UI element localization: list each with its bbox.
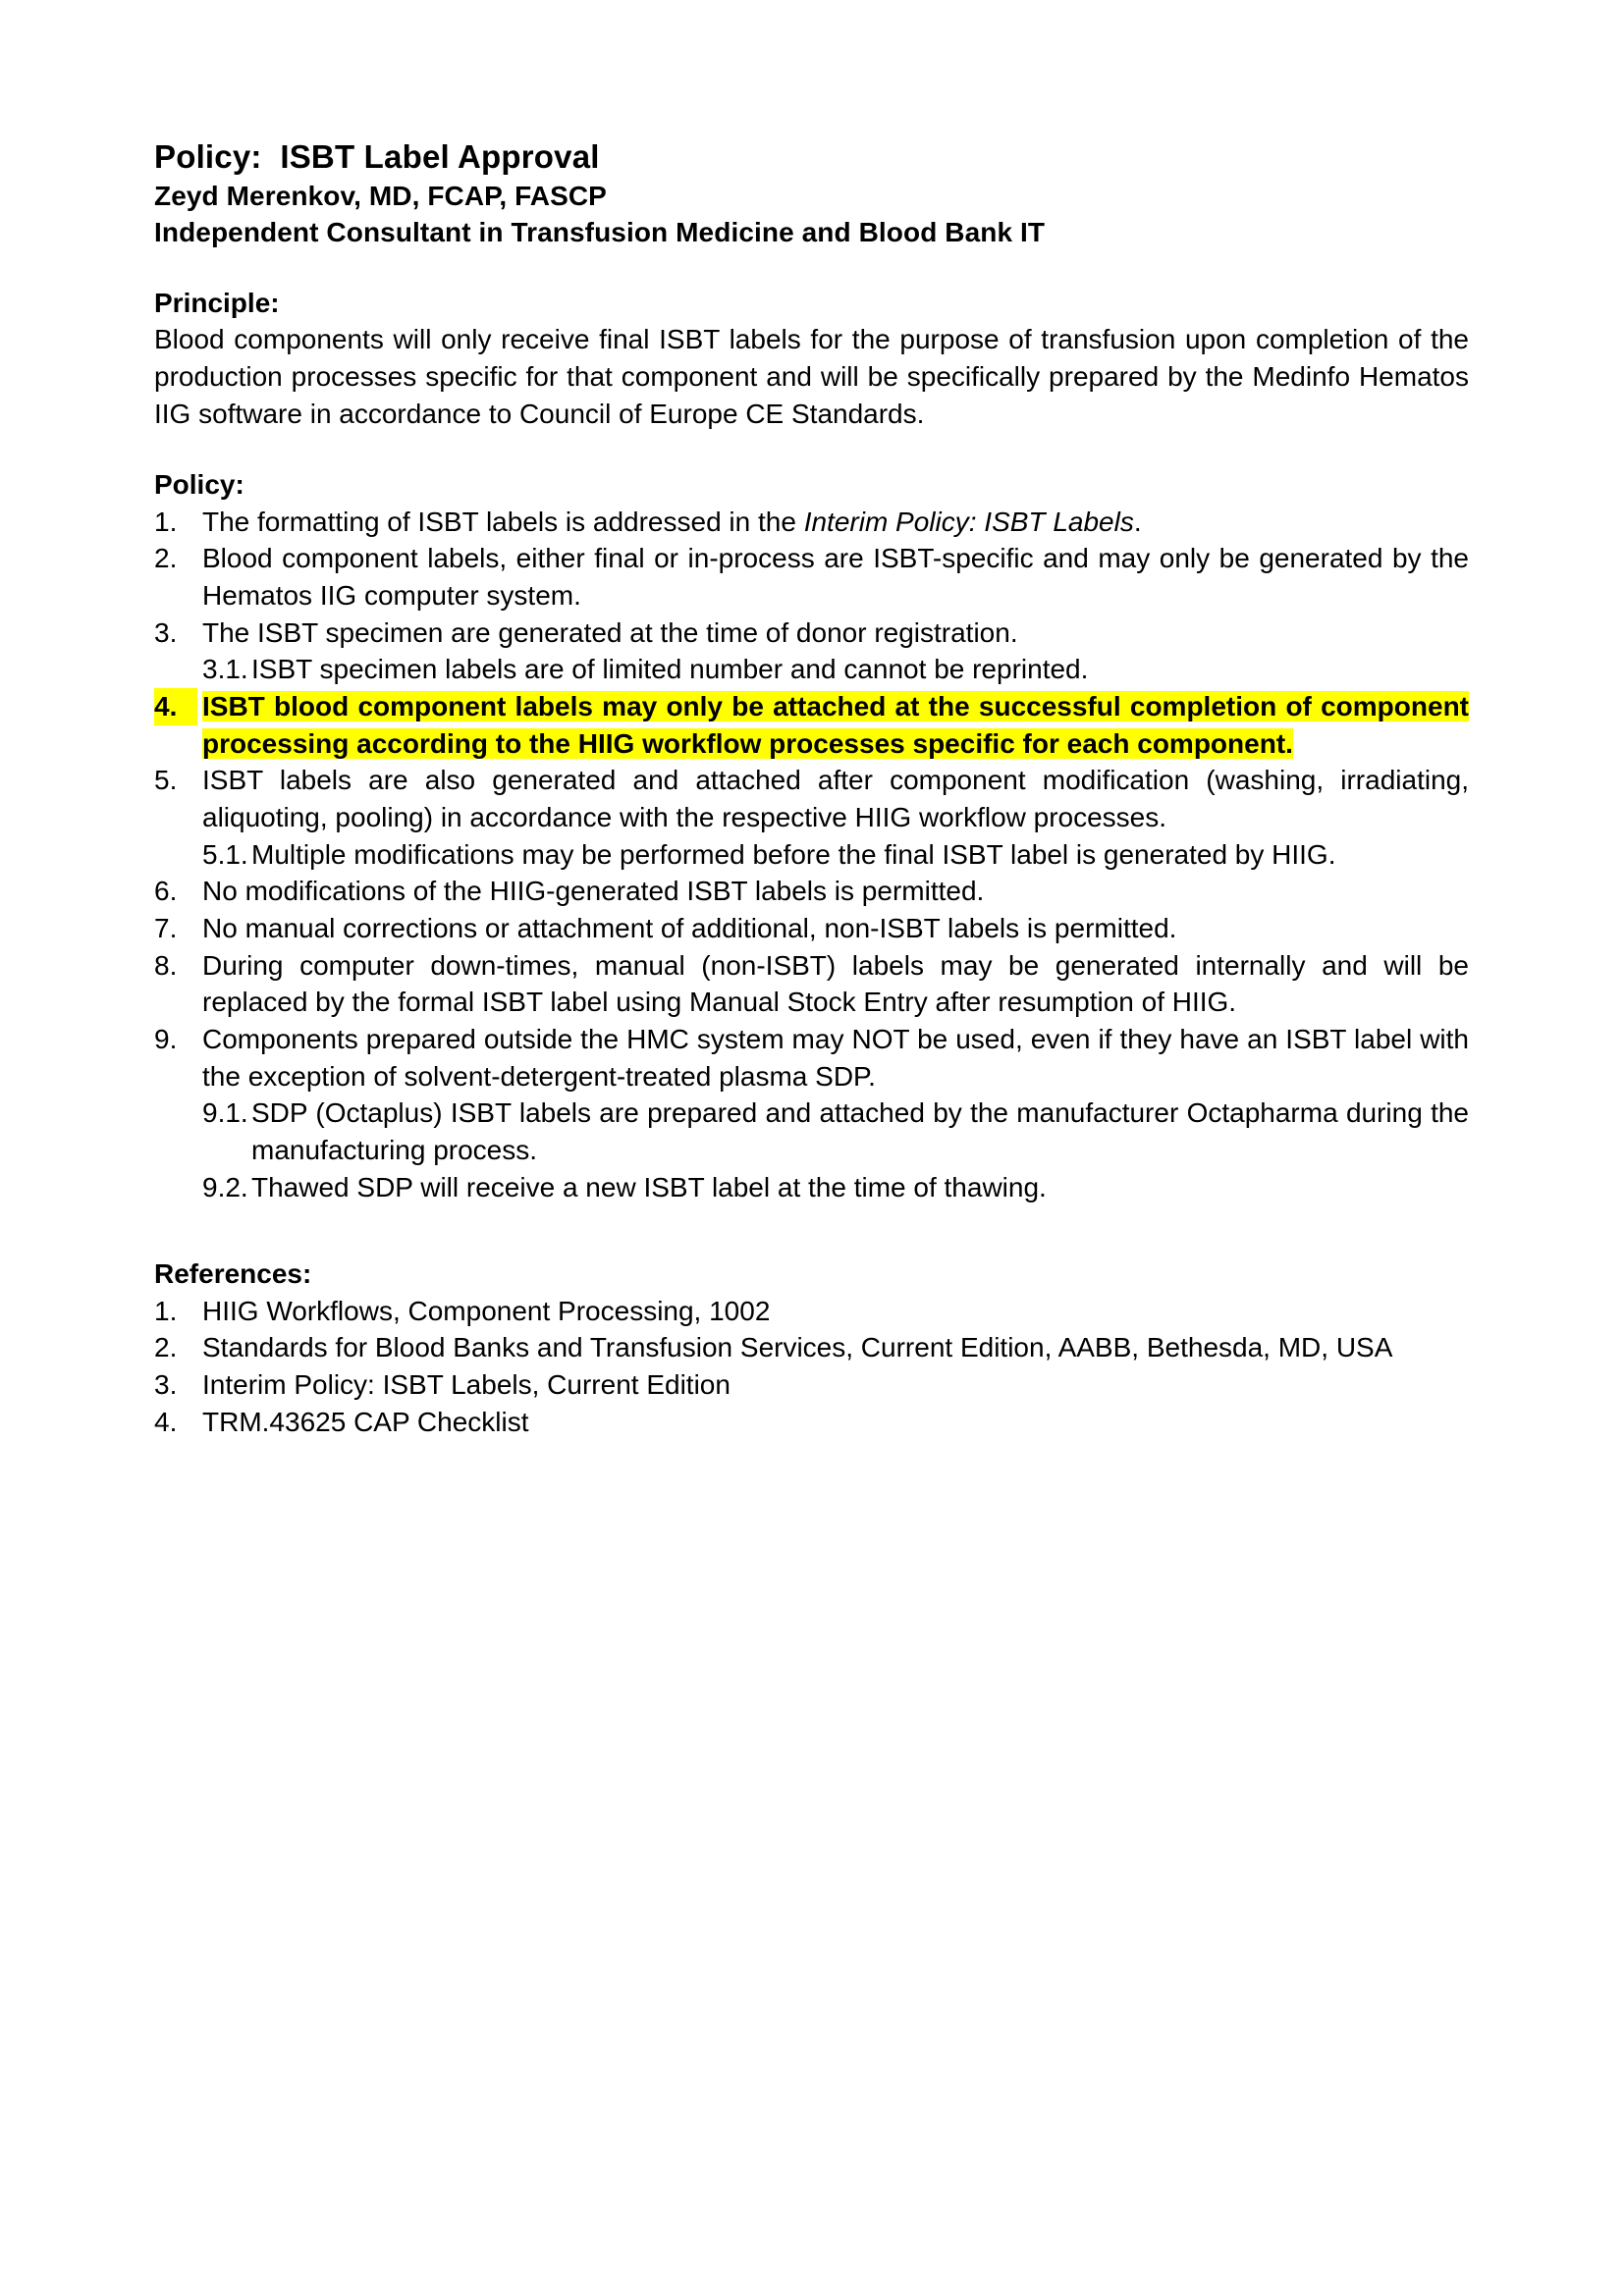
- sub-list-marker: 9.2.: [202, 1171, 248, 1202]
- principle-heading: Principle:: [154, 288, 280, 319]
- list-item-text: [202, 688, 1469, 762]
- list-marker: 3.: [154, 616, 178, 648]
- policy-sublist: [202, 1095, 1469, 1205]
- sub-list-item: [202, 1169, 1469, 1206]
- list-item: [154, 1021, 1469, 1205]
- list-marker: 7.: [154, 913, 178, 944]
- list-item-text-after: .: [1133, 506, 1142, 537]
- sub-list-marker: 5.1.: [202, 838, 248, 870]
- list-item: [154, 910, 1469, 947]
- list-marker: 9.: [154, 1023, 178, 1054]
- author-role: Independent Consultant in Transfusion Medicine and Blood Bank IT: [154, 216, 1046, 247]
- policy-heading: Policy:: [154, 469, 244, 501]
- reference-marker: 2.: [154, 1332, 178, 1363]
- author-name: Zeyd Merenkov, MD, FCAP, FASCP: [154, 180, 607, 211]
- policy-section: [154, 467, 1469, 1205]
- list-item: [154, 540, 1469, 614]
- list-marker: 1.: [154, 506, 178, 537]
- list-item-text: Blood component labels, either final or in-process are ISBT-specific and may only be generated by the Hematos IIG computer system.: [202, 543, 1469, 612]
- reference-item-text: HIIG Workflows, Component Processing, 1002: [202, 1295, 771, 1326]
- list-marker: 8.: [154, 949, 178, 981]
- policy-sublist: [202, 651, 1469, 688]
- sub-list-item-text: ISBT specimen labels are of limited number and cannot be reprinted.: [251, 654, 1089, 685]
- policy-list: [154, 504, 1469, 1205]
- list-item-text-before: The formatting of ISBT labels is addressed in the: [202, 506, 804, 537]
- reference-item-text: Standards for Blood Banks and Transfusion Services, Current Edition, AABB, Bethesda, MD, USA: [202, 1332, 1393, 1363]
- list-item-text: During computer down-times, manual (non-ISBT) labels may be generated internally and will be replaced by the formal ISBT label using Manual Stock Entry after resumption of HIIG.: [202, 949, 1469, 1018]
- reference-item-text: TRM.43625 CAP Checklist: [202, 1406, 529, 1437]
- list-marker: 4.: [154, 688, 197, 725]
- sub-list-item: [202, 651, 1469, 688]
- principle-section: [154, 286, 1469, 432]
- list-item-text: No modifications of the HIIG-generated ISBT labels is permitted.: [202, 876, 985, 907]
- reference-item: [154, 1366, 1469, 1404]
- list-marker: 5.: [154, 765, 178, 796]
- reference-marker: 4.: [154, 1406, 178, 1437]
- sub-list-item-text: SDP (Octaplus) ISBT labels are prepared and attached by the manufacturer Octapharma during the manufacturing process.: [251, 1097, 1469, 1165]
- references-section: [154, 1256, 1469, 1440]
- policy-sublist: [202, 836, 1469, 874]
- list-marker: 2.: [154, 543, 178, 574]
- reference-marker: 3.: [154, 1368, 178, 1400]
- document-header: [154, 137, 1469, 250]
- reference-item-text: Interim Policy: ISBT Labels, Current Edition: [202, 1368, 731, 1400]
- list-item-highlighted: [154, 688, 1469, 762]
- sub-list-item: [202, 836, 1469, 874]
- reference-marker: 1.: [154, 1295, 178, 1326]
- principle-spacer: [154, 432, 1469, 467]
- highlight-text: ISBT blood component labels may only be attached at the successful completion of component processing according to the HIIG workflow processes specific for each component.: [202, 691, 1469, 759]
- list-item-text: No manual corrections or attachment of additional, non-ISBT labels is permitted.: [202, 913, 1177, 944]
- page-title: Policy: ISBT Label Approval: [154, 138, 600, 175]
- list-item: [154, 614, 1469, 688]
- reference-item: [154, 1404, 1469, 1441]
- sub-list-marker: 3.1.: [202, 654, 248, 685]
- header-spacer: [154, 250, 1469, 286]
- list-item-text: [202, 504, 1469, 541]
- list-item-text: The ISBT specimen are generated at the time of donor registration.: [202, 616, 1018, 648]
- reference-item: [154, 1329, 1469, 1366]
- list-item: [154, 873, 1469, 910]
- list-marker: 6.: [154, 876, 178, 907]
- list-item-italic-ref: Interim Policy: ISBT Labels: [803, 506, 1134, 537]
- list-item-text: Components prepared outside the HMC system may NOT be used, even if they have an ISBT label with the exception of solvent-detergent-treated plasma SDP.: [202, 1023, 1469, 1092]
- sub-list-item-text: Multiple modifications may be performed before the final ISBT label is generated by HIIG.: [251, 838, 1336, 870]
- sub-list-marker: 9.1.: [202, 1097, 248, 1129]
- sub-list-item-text: Thawed SDP will receive a new ISBT label at the time of thawing.: [251, 1171, 1047, 1202]
- list-item: [154, 504, 1469, 541]
- references-list: [154, 1293, 1469, 1441]
- references-heading: References:: [154, 1258, 312, 1290]
- list-item: [154, 762, 1469, 873]
- sub-list-item: [202, 1095, 1469, 1168]
- list-item: [154, 947, 1469, 1021]
- list-item-text: ISBT labels are also generated and attached after component modification (washing, irradiating, aliquoting, pooling) in accordance with the respective HIIG workflow processes.: [202, 765, 1469, 833]
- principle-body: Blood components will only receive final ISBT labels for the purpose of transfusion upon completion of the production processes specific for that component and will be specifically prepared by the Medinfo Hematos IIG software in accordance to Council of Europe CE Standards.: [154, 324, 1469, 429]
- reference-item: [154, 1293, 1469, 1330]
- references-spacer: [154, 1205, 1469, 1256]
